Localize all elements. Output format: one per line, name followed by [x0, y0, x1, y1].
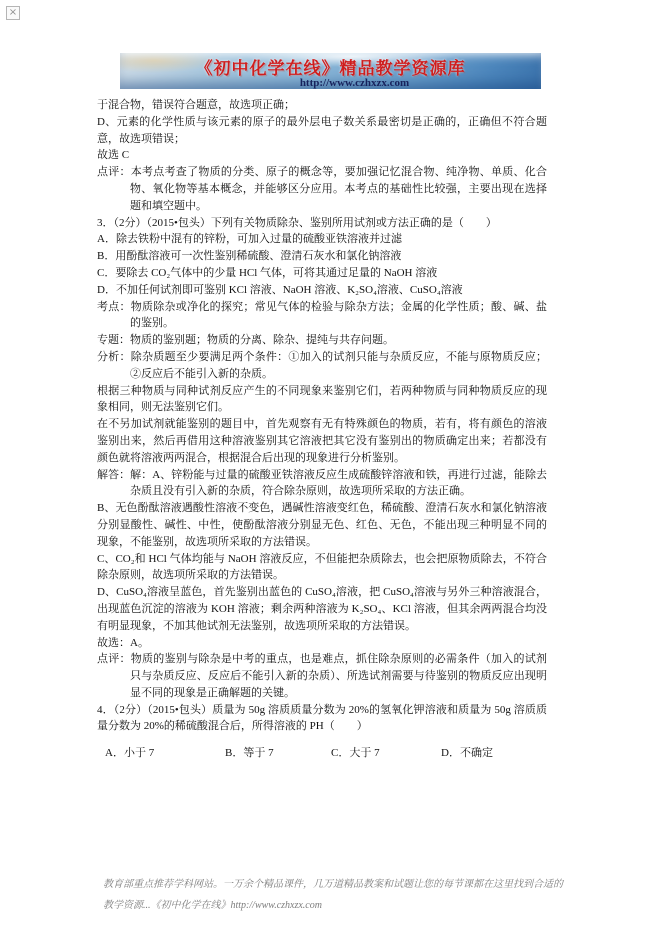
question-4-option-b: B．等于 7: [225, 747, 274, 760]
question-3-option-a: A．除去铁粉中混有的锌粉，可加入过量的硫酸亚铁溶液并过滤: [97, 233, 402, 246]
solution-answer-line: 故选：A。: [97, 636, 149, 649]
block-label: 专题：: [97, 334, 130, 347]
question-4-option-c: C．大于 7: [331, 747, 380, 760]
solution-paragraph-c: C、CO₂和 HCl 气体均能与 NaOH 溶液反应，不但能把杂质除去，也会把原物质除去，不符合除杂原则，故选项所采取的方法错误。: [97, 552, 547, 582]
answer-option-d-analysis: D、元素的化学性质与该元素的原子的最外层电子数关系最密切是正确的，正确但不符合题意，故选项错误；: [97, 115, 547, 145]
block-text: 除杂质题至少要满足两个条件：①加入的试剂只能与杂质反应，不能与原物质反应；②反应后不能引入新的杂质。: [130, 350, 548, 380]
analysis-paragraph-2: 根据三种物质与同种试剂反应产生的不同现象来鉴别它们，若两种物质与同种物质反应的现象相同，则无法鉴别它们。: [97, 384, 547, 414]
footer-line-2: 教学资源...《初中化学在线》http://www.czhxzx.com: [103, 900, 322, 911]
block-label: 点评：: [97, 653, 131, 666]
comment-block-q2: [97, 164, 547, 214]
question-4-option-d: D．不确定: [441, 747, 493, 760]
block-label: 点评：: [97, 166, 131, 179]
block-label: 考点：: [97, 300, 131, 313]
question-4-stem: 4．（2分）（2015•包头）质量为 50g 溶质质量分数为 20%的氢氧化钾溶液和质量为 50g 溶质质量分数为 20%的稀硫酸混合后，所得溶液的 PH（ ）: [97, 703, 547, 733]
comment-block-q3: [97, 651, 547, 701]
broken-image-icon: ×: [6, 6, 20, 20]
question-4-option-a: A．小于 7: [105, 747, 155, 760]
knowledge-points-block: [97, 299, 547, 333]
analysis-block: [97, 349, 547, 383]
block-text: 本考点考查了物质的分类、原子的概念等，要加强记忆混合物、纯净物、单质、化合物、氧化物等基本概念，并能够区分应用。本考点的基础性比较强，主要出现在选择题和填空题中。: [130, 166, 548, 212]
footer-line-1: 教育部重点推荐学科网站。一万余个精品课件，几万道精品教案和试题让您的每节课都在这里找到合适的: [103, 879, 563, 890]
document-body: [97, 97, 547, 762]
answer-choice-line: 故选 C: [97, 149, 130, 162]
question-3-option-b: B．用酚酞溶液可一次性鉴别稀硫酸、澄清石灰水和氯化钠溶液: [97, 250, 402, 263]
solution-paragraph-b: B、无色酚酞溶液遇酸性溶液不变色，遇碱性溶液变红色，稀硫酸、澄清石灰水和氯化钠溶液分别显酸性、碱性、中性，使酚酞溶液分别显无色、红色、无色，不能出现三种明显不同的现象，不能鉴别，故选项所采取的方法错误。: [97, 502, 547, 548]
block-text: 物质的鉴别与除杂是中考的重点，也是难点，抓住除杂原则的必需条件（加入的试剂只与杂质反应、反应后不能引入新的杂质）、所选试剂需要与待鉴别的物质反应出现明显不同的现象是正确解题的关键。: [130, 653, 548, 699]
block-label: 分析：: [97, 350, 131, 363]
block-text: 物质除杂或净化的探究；常见气体的检验与除杂方法；金属的化学性质；酸、碱、盐的鉴别。: [130, 300, 548, 330]
page-footer: [103, 874, 568, 916]
block-text: 物质的鉴别题；物质的分离、除杂、提纯与共存问题。: [130, 334, 394, 347]
answer-continuation-line: 于混合物，错误符合题意，故选项正确；: [97, 99, 295, 111]
solution-block: [97, 467, 547, 501]
analysis-paragraph-3: 在不另加试剂就能鉴别的题目中，首先观察有无有特殊颜色的物质，若有，将有颜色的溶液鉴别出来，然后再借用这种溶液鉴别其它溶液把其它没有鉴别出的物质确定出来；若都没有颜色就将溶液两两混合，根据混合后出现的现象进行分析鉴别。: [97, 418, 547, 464]
block-label: 解答：: [97, 468, 131, 481]
question-4-options-row: [105, 745, 547, 762]
site-banner: [120, 53, 541, 89]
question-3-option-c: C．要除去 CO₂气体中的少量 HCl 气体，可将其通过足量的 NaOH 溶液: [97, 266, 438, 279]
solution-paragraph-d: D、CuSO₄溶液呈蓝色，首先鉴别出蓝色的 CuSO₄溶液，把 CuSO₄溶液与另外三种溶液混合，出现蓝色沉淀的溶液为 KOH 溶液；剩余两种溶液为 K₂SO₄、KCl 溶液，但其余两两混合均没有明显现象，不加其他试剂无法鉴别，故选项所采取的方法错误。: [97, 586, 547, 632]
banner-url-link[interactable]: http://www.czhxzx.com: [299, 77, 410, 89]
banner-title: 《初中化学在线》精品教学资源库: [195, 59, 466, 78]
block-text: 解：A、锌粉能与过量的硫酸亚铁溶液反应生成硫酸锌溶液和铁，再进行过滤，能除去杂质且没有引入新的杂质，符合除杂原则，故选项所采取的方法正确。: [130, 468, 547, 498]
topic-block: [97, 332, 547, 349]
question-3-stem: 3．（2分）（2015•包头）下列有关物质除杂、鉴别所用试剂或方法正确的是（ ）: [97, 216, 497, 229]
question-3-option-d: D．不加任何试剂即可鉴别 KCl 溶液、NaOH 溶液、K₂SO₄溶液、CuSO₄溶液: [97, 283, 463, 296]
